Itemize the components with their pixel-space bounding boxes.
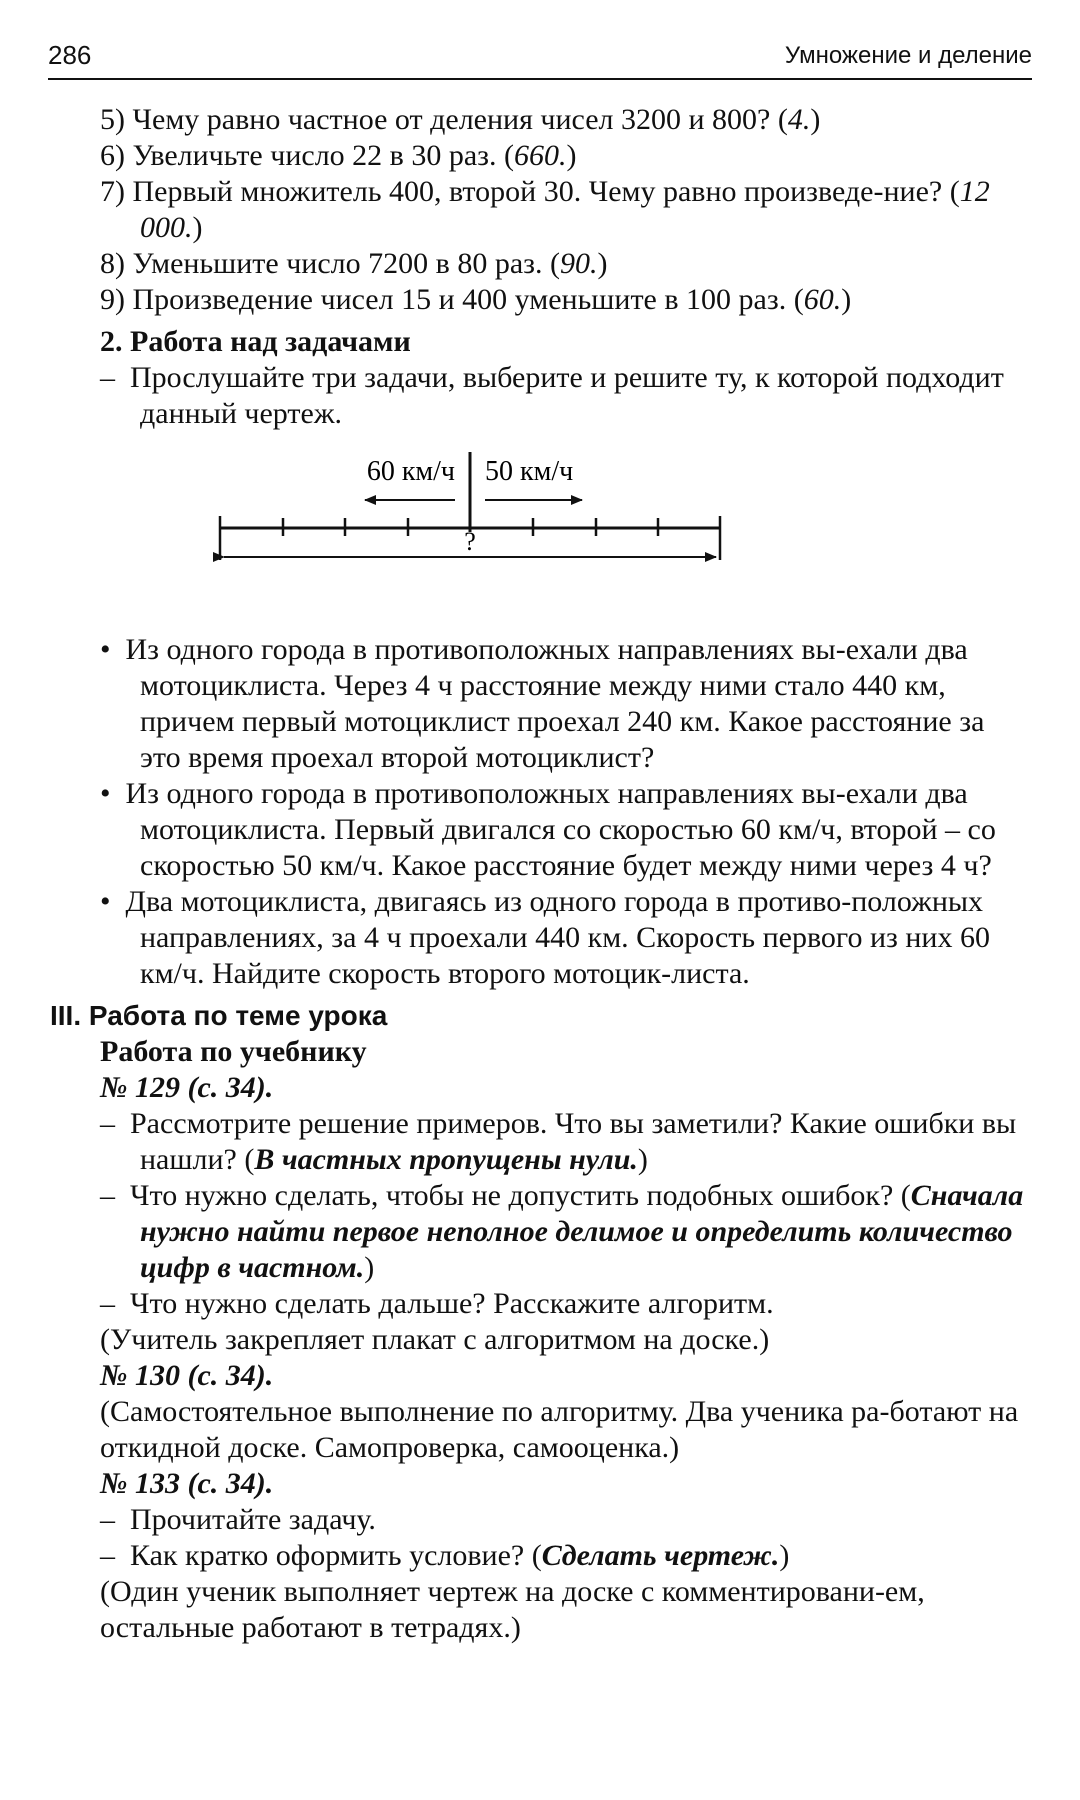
problem-2: • Из одного города в противоположных направлениях вы-ехали два мотоциклиста. Первый двигался со скоростью 60 км/ч, второй – со скоростью 50 км/ч. Какое расстояние будет между ними через 4 ч?: [100, 777, 996, 882]
answer: 4.: [787, 103, 811, 136]
question-129-1: – Рассмотрите решение примеров. Что вы заметили? Какие ошибки вы нашли? (В частных пропущены нули.): [100, 1107, 1017, 1176]
teacher-note-2: (Самостоятельное выполнение по алгоритму. Два ученика ра-ботают на откидной доске. Самопроверка, самооценка.): [100, 1395, 1019, 1464]
page-number: 286: [48, 40, 92, 70]
question-129-2: – Что нужно сделать, чтобы не допустить подобных ошибок? (Сначала нужно найти первое неполное делимое и определить количество цифр в частном.): [100, 1179, 1024, 1284]
answer: 60.: [803, 283, 842, 316]
teacher-note-3: (Один ученик выполняет чертеж на доске с комментировани-ем, остальные работают в тетрадях.): [100, 1575, 925, 1644]
question-6: 6) Увеличьте число 22 в 30 раз. (660.): [100, 139, 577, 172]
question-5: 5) Чему равно частное от деления чисел 3200 и 800? (4.): [100, 103, 821, 136]
task-133: № 133 (с. 34).: [100, 1467, 274, 1500]
motion-diagram-svg: [100, 432, 1030, 632]
answer: 90.: [559, 247, 598, 280]
page-header: [48, 38, 1032, 80]
answer: Сделать чертеж.: [541, 1539, 780, 1572]
right-speed-label: 50 км/ч: [485, 456, 574, 487]
page-content: [50, 102, 1030, 1646]
question-9: 9) Произведение чисел 15 и 400 уменьшите в 100 раз. (60.): [100, 283, 852, 316]
section-3-subtitle: Работа по учебнику: [100, 1035, 367, 1068]
question-133-2: – Как кратко оформить условие? (Сделать чертеж.): [100, 1539, 790, 1572]
problem-1: • Из одного города в противоположных направлениях вы-ехали два мотоциклиста. Через 4 ч расстояние между ними стало 440 км, причем первый мотоциклист проехал 240 км. Какое расстояние за это время проехал второй мотоциклист?: [100, 633, 985, 774]
answer: 660.: [514, 139, 567, 172]
task-130: № 130 (с. 34).: [100, 1359, 274, 1392]
answer: В частных пропущены нули.: [254, 1143, 638, 1176]
answer: Сначала нужно найти первое неполное делимое и определить количество цифр в частном.: [140, 1179, 1024, 1284]
chapter-title: Умножение и деление: [784, 42, 1032, 69]
question-8: 8) Уменьшите число 7200 в 80 раз. (90.): [100, 247, 608, 280]
motion-diagram: [100, 432, 1030, 632]
question-7: 7) Первый множитель 400, второй 30. Чему равно произведе-ние? (12 000.): [100, 175, 990, 244]
section-2-instruction: – Прослушайте три задачи, выберите и решите ту, к которой подходит данный чертеж.: [100, 361, 1004, 430]
question-133-1: – Прочитайте задачу.: [100, 1503, 376, 1536]
answer: 12 000.: [140, 175, 990, 244]
teacher-note-1: (Учитель закрепляет плакат с алгоритмом на доске.): [100, 1323, 770, 1356]
left-speed-label: 60 км/ч: [366, 456, 455, 487]
section-3-title: III. Работа по теме урока: [50, 1000, 388, 1031]
question-129-3: – Что нужно сделать дальше? Расскажите алгоритм.: [100, 1287, 774, 1320]
section-2-title: 2. Работа над задачами: [100, 325, 411, 358]
problem-3: • Два мотоциклиста, двигаясь из одного города в противо-положных направлениях, за 4 ч проехали 440 км. Скорость первого из них 60 км/ч. Найдите скорость второго мотоцик-листа.: [100, 885, 990, 990]
unknown-distance-label: ?: [464, 527, 476, 556]
task-129: № 129 (с. 34).: [100, 1071, 274, 1104]
